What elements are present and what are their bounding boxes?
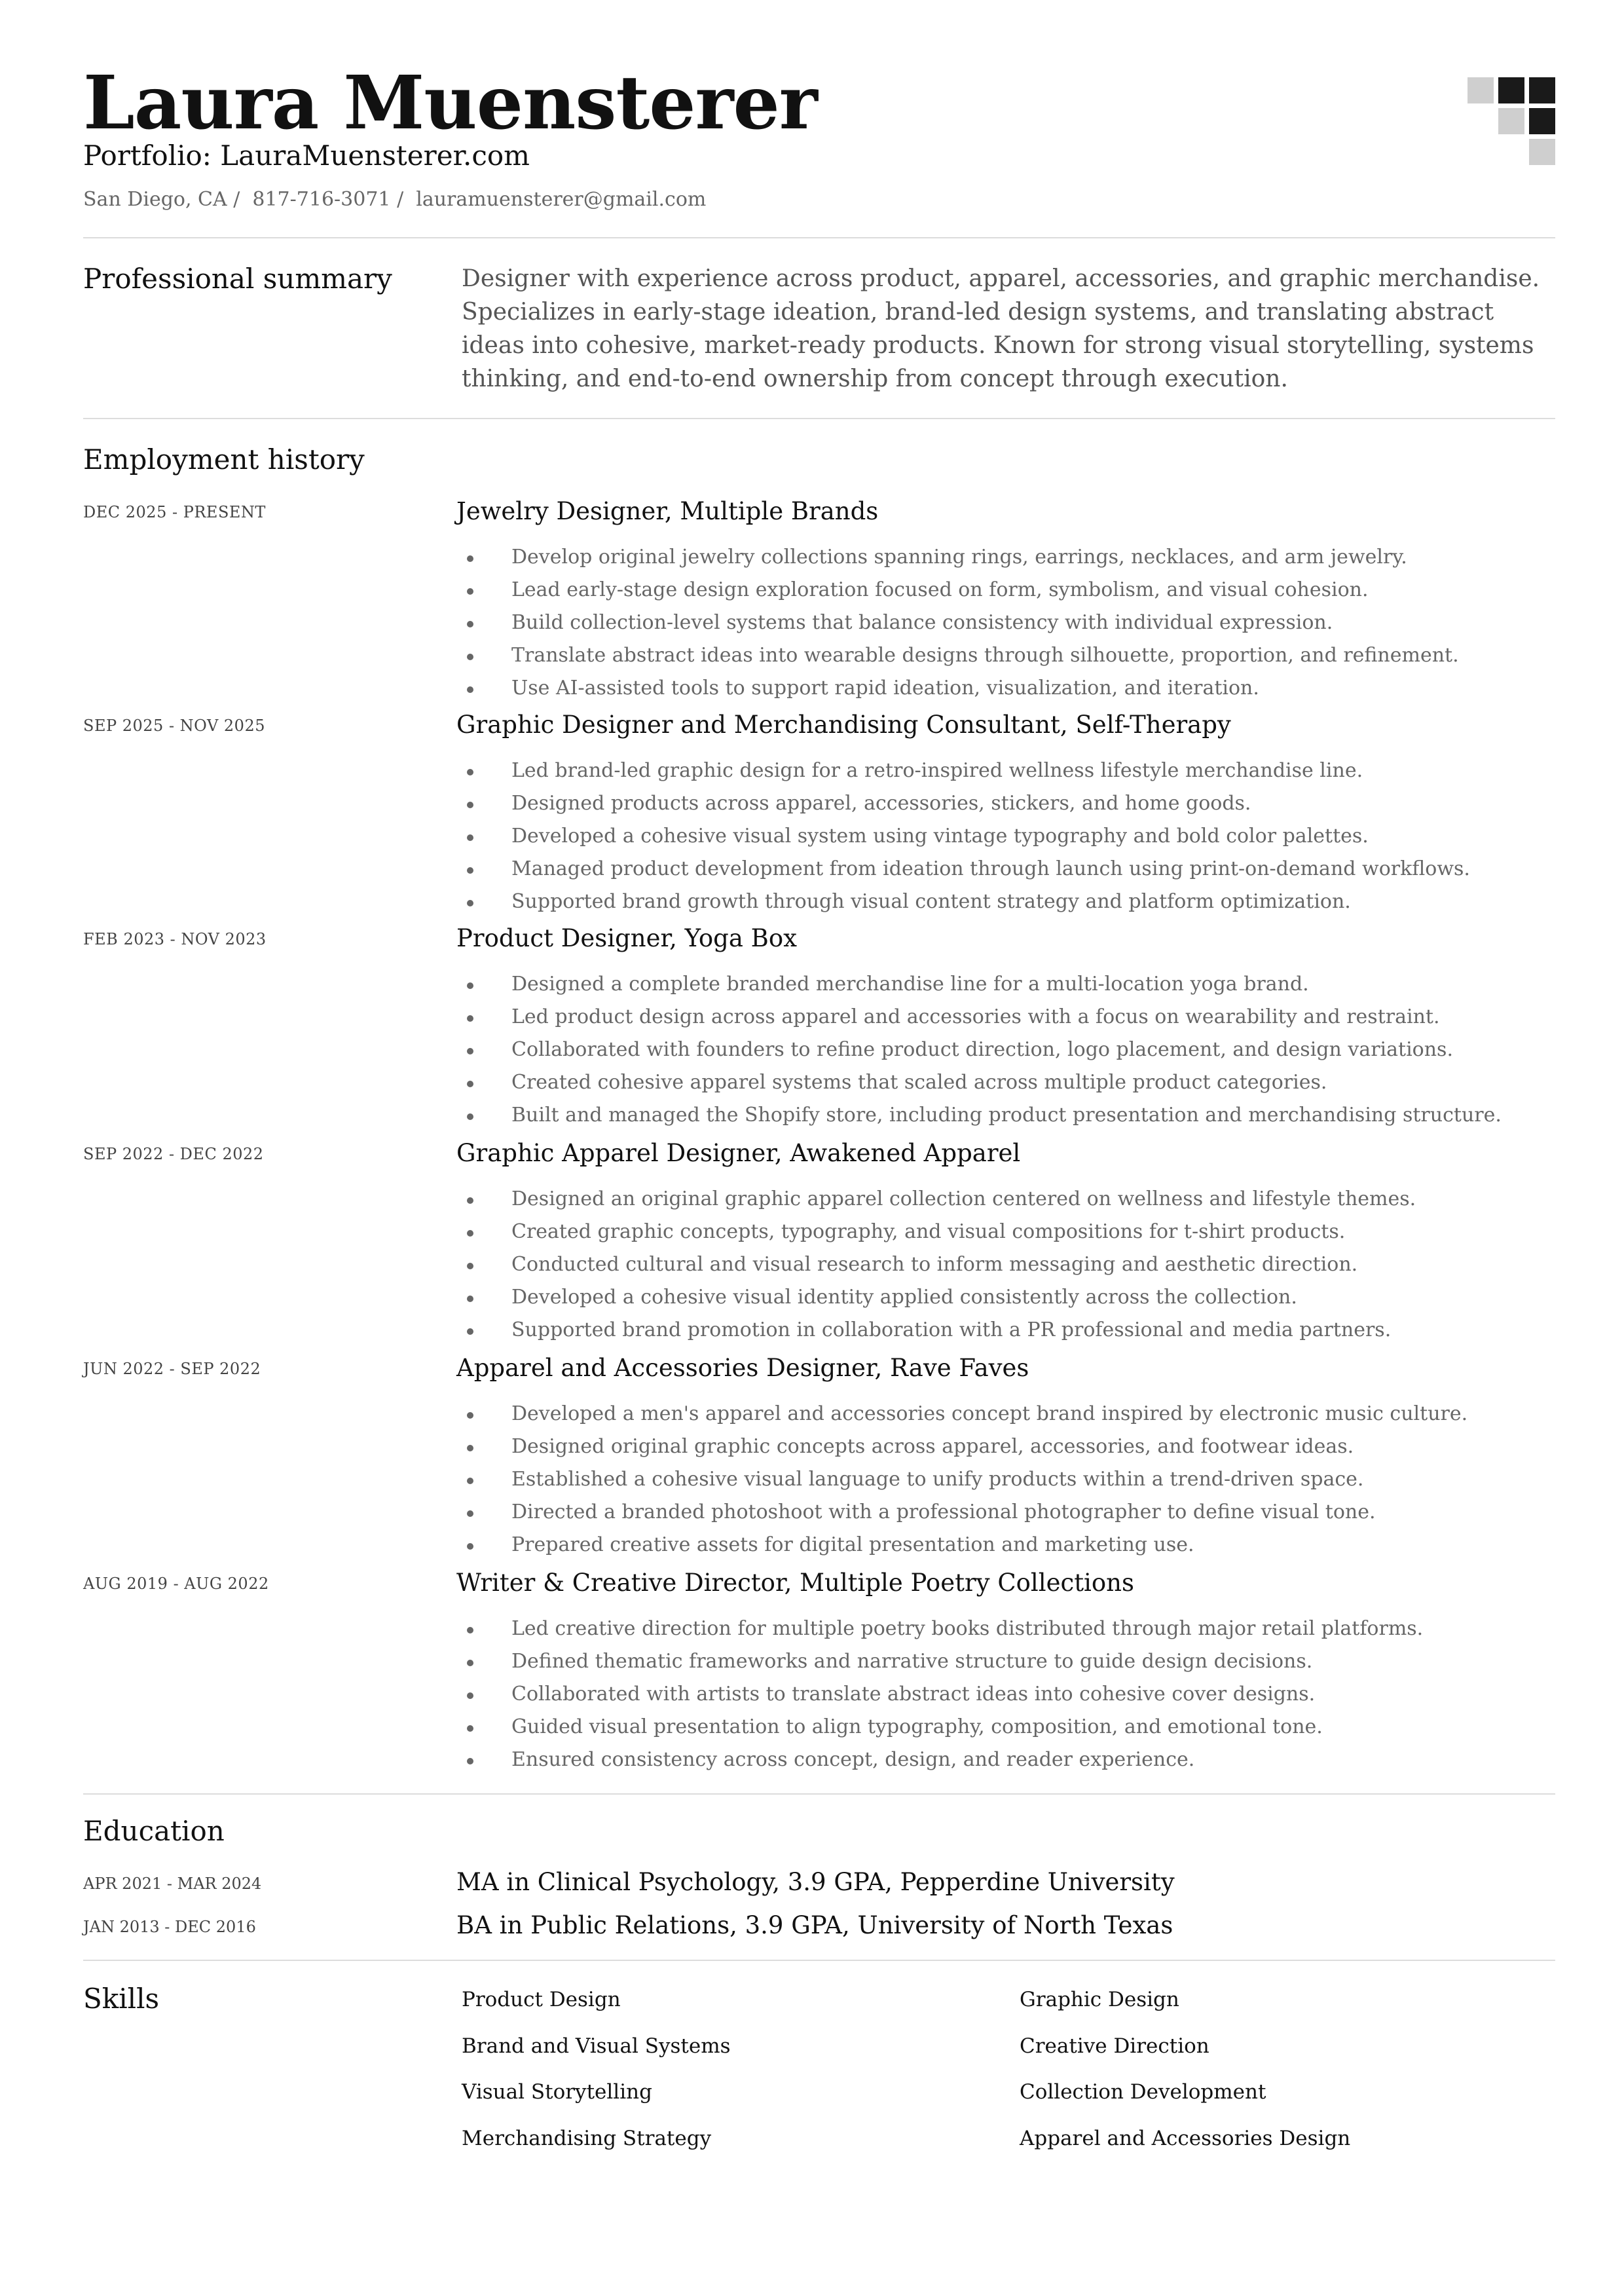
job-bullet: Developed a men's apparel and accessories concept brand inspired by electronic music culture. <box>456 1398 1467 1430</box>
education-date: JAN 2013 - DEC 2016 <box>83 1918 256 1936</box>
summary-heading: Professional summary <box>83 263 392 295</box>
contact-phone[interactable]: 817-716-3071 <box>252 188 391 211</box>
job-bullet: Created graphic concepts, typography, and visual compositions for t-shirt products. <box>456 1216 1416 1248</box>
job-bullets <box>456 1183 1416 1347</box>
job-bullets <box>456 1398 1467 1561</box>
summary-text: Designer with experience across product, apparel, accessories, and graphic merchandise. Specializes in early-stage ideation, brand-led design systems, and translating abstract ideas into cohesive, market-ready products. Known for strong visual storytelling, systems thinking, and end-to-end ownership from concept through execution. <box>462 265 1540 392</box>
job-bullet: Directed a branded photoshoot with a professional photographer to define visual tone. <box>456 1496 1467 1529</box>
job-date: SEP 2025 - NOV 2025 <box>83 717 265 735</box>
skill-item: Product Design <box>462 1988 621 2011</box>
education-heading: Education <box>83 1815 225 1847</box>
candidate-name: Laura Muensterer <box>83 60 817 146</box>
job-title: Product Designer, Yoga Box <box>456 924 797 952</box>
job-title: Graphic Designer and Merchandising Consultant, Self-Therapy <box>456 711 1231 739</box>
job-bullet: Developed a cohesive visual system using vintage typography and bold color palettes. <box>456 820 1470 853</box>
job-bullet: Led product design across apparel and accessories with a focus on wearability and restraint. <box>456 1001 1502 1034</box>
job-bullet: Established a cohesive visual language to unify products within a trend-driven space. <box>456 1463 1467 1496</box>
education-degree: BA in Public Relations, 3.9 GPA, University of North Texas <box>456 1911 1173 1939</box>
contact-line <box>83 186 706 214</box>
logo-square-dark <box>1498 77 1524 103</box>
job-bullet: Designed an original graphic apparel collection centered on wellness and lifestyle themes. <box>456 1183 1416 1216</box>
divider <box>83 1960 1555 1961</box>
job-bullet: Designed a complete branded merchandise line for a multi-location yoga brand. <box>456 968 1502 1001</box>
job-bullet: Supported brand growth through visual content strategy and platform optimization. <box>456 886 1470 918</box>
skill-item: Brand and Visual Systems <box>462 2034 731 2058</box>
education-degree: MA in Clinical Psychology, 3.9 GPA, Pepperdine University <box>456 1868 1175 1896</box>
job-bullet: Collaborated with founders to refine product direction, logo placement, and design variations. <box>456 1034 1502 1066</box>
contact-email[interactable]: lauramuensterer@gmail.com <box>416 188 707 211</box>
job-date: DEC 2025 - PRESENT <box>83 503 266 521</box>
job-bullet: Collaborated with artists to translate abstract ideas into cohesive cover designs. <box>456 1678 1423 1711</box>
job-bullet: Defined thematic frameworks and narrative structure to guide design decisions. <box>456 1645 1423 1678</box>
job-bullet: Ensured consistency across concept, design, and reader experience. <box>456 1744 1423 1776</box>
job-bullets <box>456 755 1470 918</box>
job-bullet: Led brand-led graphic design for a retro-inspired wellness lifestyle merchandise line. <box>456 755 1470 787</box>
logo-square-dark <box>1529 77 1555 103</box>
divider <box>83 418 1555 419</box>
logo-square-dark <box>1529 108 1555 134</box>
skill-item: Collection Development <box>1020 2080 1266 2104</box>
job-title: Jewelry Designer, Multiple Brands <box>456 497 879 525</box>
skill-item: Creative Direction <box>1020 2034 1209 2058</box>
job-date: FEB 2023 - NOV 2023 <box>83 930 267 948</box>
job-bullet: Created cohesive apparel systems that scaled across multiple product categories. <box>456 1066 1502 1099</box>
job-title: Writer & Creative Director, Multiple Poetry Collections <box>456 1569 1134 1597</box>
job-bullets <box>456 968 1502 1132</box>
skills-heading: Skills <box>83 1983 160 2015</box>
divider <box>83 237 1555 238</box>
job-bullets <box>456 1613 1423 1776</box>
job-date: JUN 2022 - SEP 2022 <box>83 1360 261 1378</box>
job-bullet: Develop original jewelry collections spanning rings, earrings, necklaces, and arm jewelry. <box>456 541 1459 574</box>
logo-square-light <box>1498 108 1524 134</box>
contact-separator: / <box>227 188 253 211</box>
skill-item: Graphic Design <box>1020 1988 1179 2011</box>
job-bullet: Developed a cohesive visual identity applied consistently across the collection. <box>456 1281 1416 1314</box>
job-bullet: Built and managed the Shopify store, including product presentation and merchandising structure. <box>456 1099 1502 1132</box>
education-date: APR 2021 - MAR 2024 <box>83 1875 262 1893</box>
job-bullet: Guided visual presentation to align typography, composition, and emotional tone. <box>456 1711 1423 1744</box>
divider <box>83 1793 1555 1795</box>
job-title: Graphic Apparel Designer, Awakened Apparel <box>456 1139 1021 1167</box>
job-date: SEP 2022 - DEC 2022 <box>83 1145 264 1163</box>
job-bullet: Designed original graphic concepts across apparel, accessories, and footwear ideas. <box>456 1430 1467 1463</box>
logo-square-light <box>1529 139 1555 165</box>
skill-item: Visual Storytelling <box>462 2080 652 2104</box>
job-bullet: Build collection-level systems that balance consistency with individual expression. <box>456 606 1459 639</box>
job-bullet: Supported brand promotion in collaboration with a PR professional and media partners. <box>456 1314 1416 1347</box>
job-title: Apparel and Accessories Designer, Rave Faves <box>456 1354 1029 1382</box>
job-bullets <box>456 541 1459 705</box>
job-bullet: Translate abstract ideas into wearable designs through silhouette, proportion, and refinement. <box>456 639 1459 672</box>
skill-item: Apparel and Accessories Design <box>1020 2127 1351 2150</box>
logo-square-light <box>1467 77 1494 103</box>
job-bullet: Prepared creative assets for digital presentation and marketing use. <box>456 1529 1467 1561</box>
job-bullet: Lead early-stage design exploration focused on form, symbolism, and visual cohesion. <box>456 574 1459 606</box>
grid-logo-icon <box>1467 77 1555 165</box>
employment-heading: Employment history <box>83 443 365 476</box>
job-bullet: Conducted cultural and visual research to inform messaging and aesthetic direction. <box>456 1248 1416 1281</box>
job-bullet: Use AI-assisted tools to support rapid ideation, visualization, and iteration. <box>456 672 1459 705</box>
contact-location: San Diego, CA <box>83 188 227 211</box>
portfolio-link[interactable]: Portfolio: LauraMuensterer.com <box>83 140 530 172</box>
job-bullet: Managed product development from ideation through launch using print-on-demand workflows. <box>456 853 1470 886</box>
skill-item: Merchandising Strategy <box>462 2127 712 2150</box>
job-bullet: Led creative direction for multiple poetry books distributed through major retail platforms. <box>456 1613 1423 1645</box>
contact-separator: / <box>390 188 416 211</box>
job-bullet: Designed products across apparel, accessories, stickers, and home goods. <box>456 787 1470 820</box>
job-date: AUG 2019 - AUG 2022 <box>83 1575 269 1593</box>
